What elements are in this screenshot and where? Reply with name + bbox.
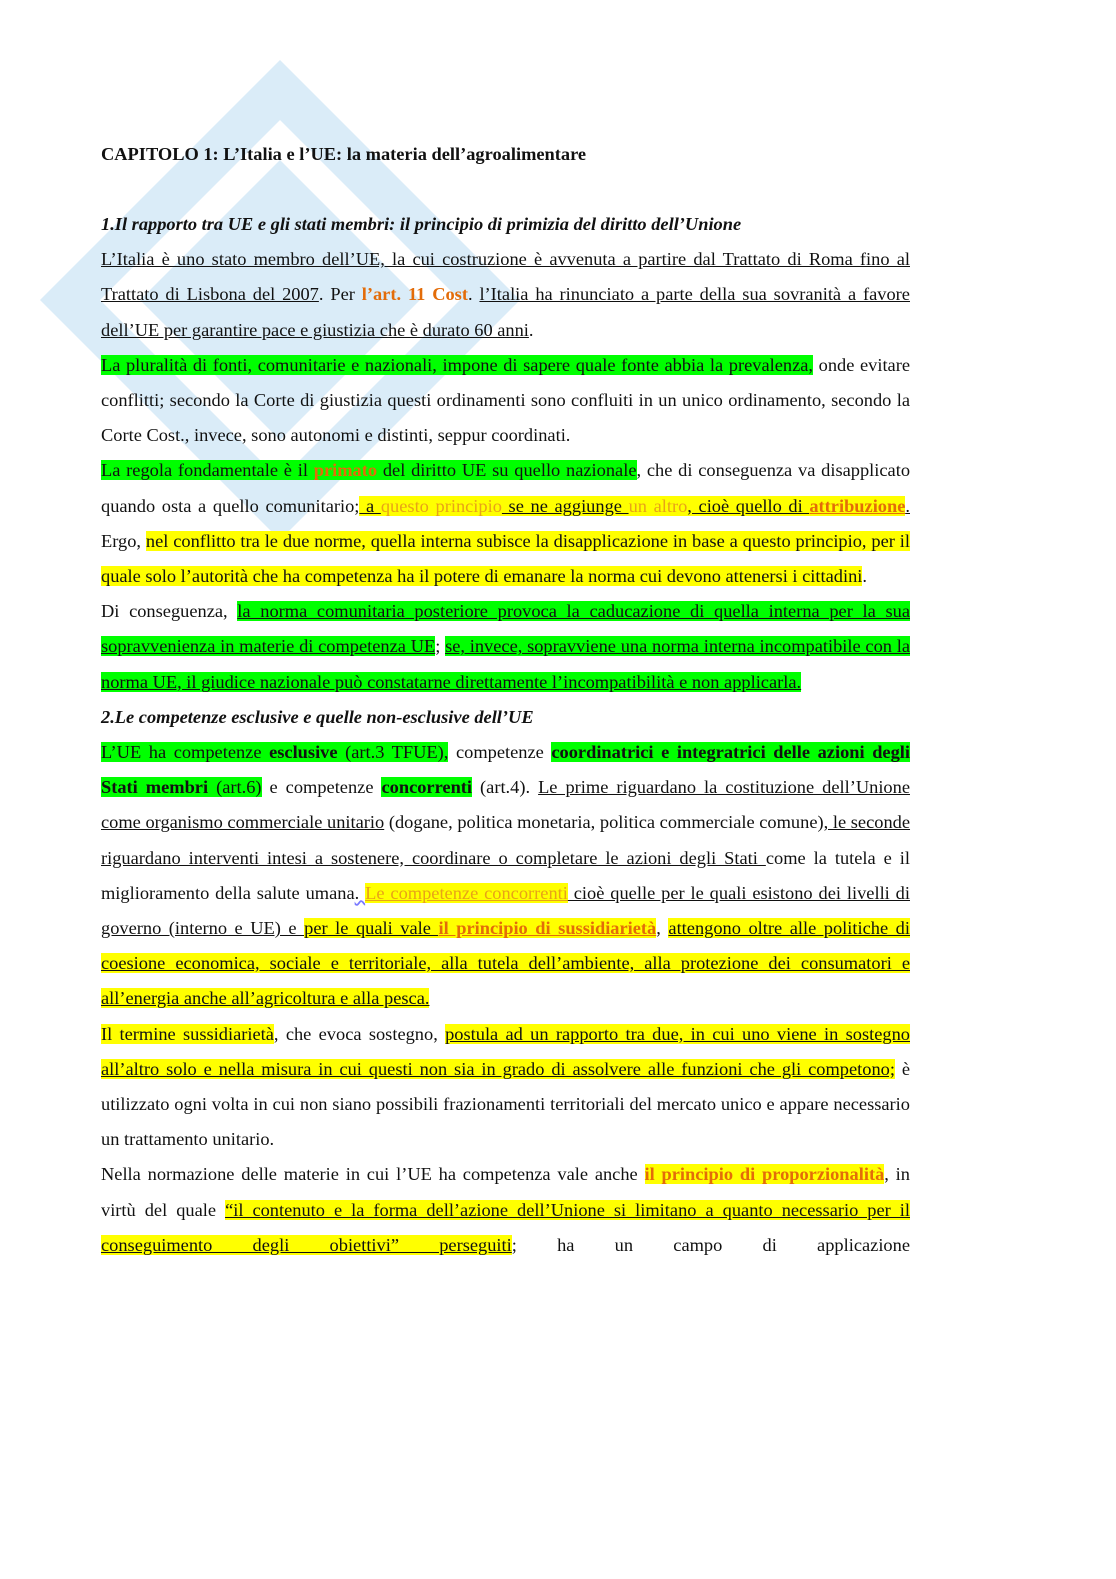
text-run: “il contenuto e la forma dell’azione dell’Unione si limitano a quanto necessario per il conseguimento degli obiettivi” <box>101 1199 910 1255</box>
text-run: a <box>359 495 381 516</box>
text-run: (dogane, politica monetaria, politica commerciale comune) <box>384 812 824 833</box>
text-run: . Per <box>318 284 362 305</box>
chapter-title: CAPITOLO 1: L’Italia e l’UE: la materia dell’agroalimentare <box>101 144 587 164</box>
text-run: un altro <box>628 495 688 516</box>
text-run: il principio di proporzionalità <box>644 1164 885 1185</box>
paragraph <box>101 735 910 1017</box>
paragraph <box>101 242 910 348</box>
text-run: competenze <box>448 742 552 763</box>
text-run: , in virtù del quale <box>101 1164 910 1220</box>
text-run: , <box>656 918 669 939</box>
text-run: , che evoca sostegno, <box>273 1023 446 1044</box>
text-run: , cioè quello di <box>687 495 810 516</box>
text-run: attribuzione <box>809 495 906 516</box>
text-run: il principio di sussidiarietà <box>438 918 657 939</box>
text-run: è utilizzato ogni volta in cui non siano possibili frazionamenti territoriali del mercato unico e appare necessario un trattamento unitario. <box>101 1058 910 1150</box>
text-run: primato <box>313 460 378 481</box>
text-run: per le quali vale <box>304 918 439 939</box>
text-run: nel conflitto tra le due norme, quella interna subisce la disapplicazione in base a questo principio, per il quale solo l’autorità che ha competenza ha il potere di emanare la norma cui devono attenersi i cittadini <box>101 530 910 587</box>
section-heading-2: 2.Le competenze esclusive e quelle non-esclusive dell’UE <box>101 706 534 727</box>
text-run: . <box>862 566 867 587</box>
text-run: L’Italia è uno stato membro dell’UE, la cui costruzione è avvenuta a partire dal Trattato di Roma fino al Trattato di Lisbona del 2007 <box>101 249 910 305</box>
document-page <box>101 138 910 1263</box>
text-run: ; ha un campo di applicazione <box>511 1234 910 1255</box>
text-run: Nella normazione delle materie in cui l’UE ha competenza vale anche <box>101 1164 645 1185</box>
text-run: (art.4). <box>472 777 539 798</box>
text-run: la norma comunitaria posteriore provoca la caducazione di quella interna per la sua sopravvenienza in materie di competenza UE <box>101 601 910 657</box>
text-run: cioè quelle per le quali esistono dei livelli di governo (interno e UE) e <box>101 882 910 939</box>
text-run: Ergo, <box>101 530 146 551</box>
text-run: Le competenze concorrenti <box>365 882 568 903</box>
paragraph <box>101 1017 910 1158</box>
text-run: Di conseguenza, <box>101 601 238 622</box>
text-run: L’UE ha competenze <box>101 742 270 763</box>
text-run: . <box>905 495 910 516</box>
text-run: se ne aggiunge <box>501 495 629 516</box>
text-run: postula ad un rapporto tra due, in cui uno viene in sostegno all’altro solo e nella misura in cui questi non sia in grado di assolvere alle funzioni che gli competono; <box>101 1023 910 1079</box>
text-run: ; <box>435 636 446 657</box>
text-run: del diritto UE su quello nazionale <box>377 460 637 481</box>
text-run: questo principio <box>380 495 502 516</box>
text-run: esclusive <box>269 742 338 763</box>
text-run: La pluralità di fonti, comunitarie e nazionali, impone di sapere quale fonte abbia la prevalenza, <box>101 354 814 375</box>
text-run: Le prime riguardano la costituzione dell’Unione come organismo commerciale unitario <box>101 777 910 833</box>
text-run: concorrenti <box>381 777 473 798</box>
text-run: perseguiti <box>399 1234 512 1255</box>
paragraph <box>101 594 910 700</box>
text-run: La regola fondamentale è il <box>101 460 314 481</box>
text-run: attengono oltre alle politiche di coesione economica, sociale e territoriale, alla tutela dell’ambiente, alla protezione dei consumatori e all’energia anche all’agricoltura e alla pesca. <box>101 918 910 1009</box>
text-run: e competenze <box>261 777 382 798</box>
text-run: (art.6) <box>208 777 262 798</box>
text-run: , che di conseguenza va disapplicato quando osta a quello comunitario; <box>101 460 911 516</box>
text-run: (art.3 TFUE), <box>337 742 449 763</box>
text-run: . <box>354 882 366 903</box>
text-run: . <box>467 284 480 305</box>
text-run: se, invece, sopravviene una norma interna incompatibile con la norma UE, il giudice nazionale può constatarne direttamente l’incompatibilità e non applicarla. <box>101 636 910 692</box>
text-run: onde evitare conflitti; secondo la Corte di giustizia questi ordinamenti sono confluiti in un unico ordinamento, secondo la Corte Cost., invece, sono autonomi e distinti, seppur coordinati. <box>101 354 910 446</box>
text-run: l’art. 11 Cost <box>361 284 468 305</box>
paragraph <box>101 1157 910 1263</box>
text-run: come la tutela e il miglioramento della salute umana <box>101 847 910 903</box>
text-run: Il termine sussidiarietà <box>101 1023 274 1044</box>
section-heading-1: 1.Il rapporto tra UE e gli stati membri: il principio di primizia del diritto dell’Unione <box>101 214 742 234</box>
text-run: , le seconde riguardano interventi intesi a sostenere, coordinare o completare le azioni degli Stati <box>101 812 911 868</box>
paragraph <box>101 453 910 594</box>
paragraph <box>101 348 910 454</box>
text-run: coordinatrici e integratrici delle azioni degli Stati membri <box>101 742 910 798</box>
text-run: l’Italia ha rinunciato a parte della sua sovranità a favore dell’UE per garantire pace e giustizia che è durato 60 anni <box>101 284 910 340</box>
text-run: . <box>528 319 534 340</box>
